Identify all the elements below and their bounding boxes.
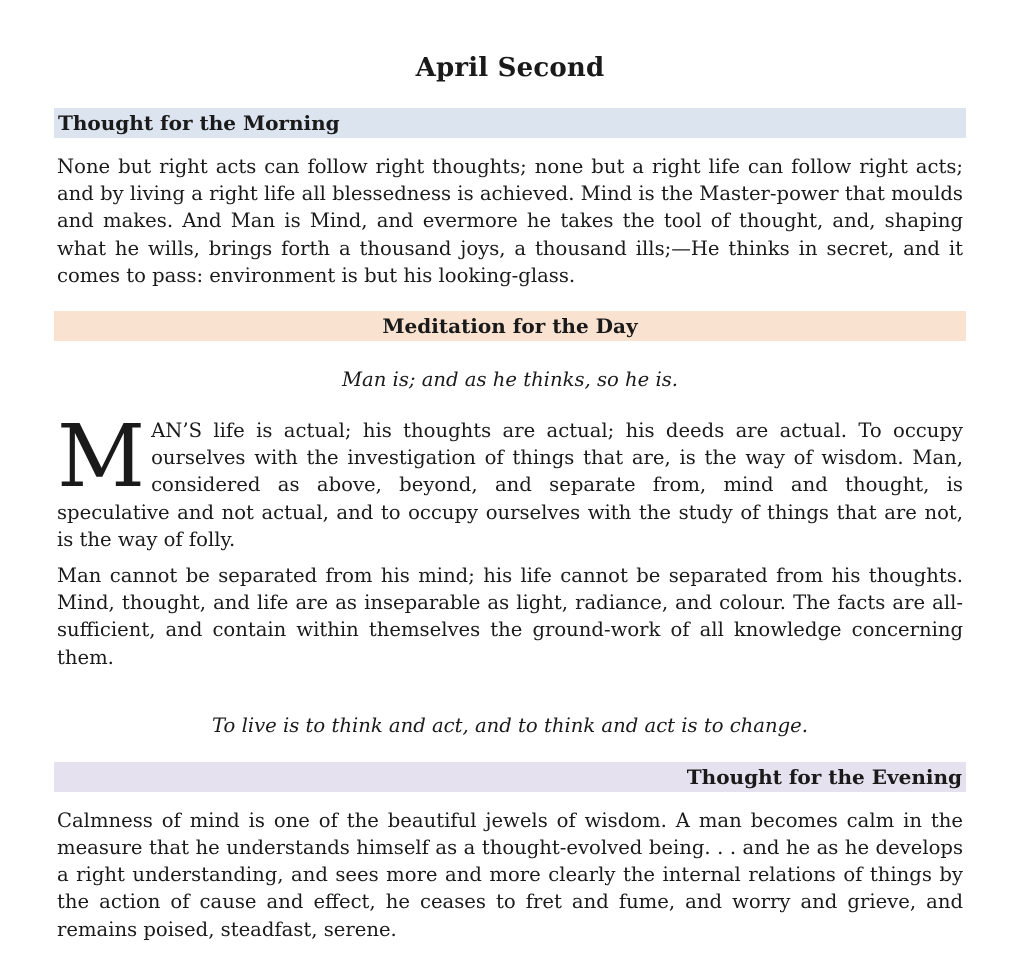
day-epigraph: Man is; and as he thinks, so he is. (341, 368, 679, 392)
day-paragraph-2: Man cannot be separated from his mind; his life cannot be separated from his thoughts. Mind, thought, and life are as inseparable as light, radiance, and colour. The facts are all-sufficient, and contain within themselves the ground-work of all knowledge concerning them. (57, 564, 963, 669)
page-title: April Second (415, 53, 605, 83)
drop-cap: M (57, 407, 146, 508)
evening-heading: Thought for the Evening (54, 762, 966, 792)
day-heading: Meditation for the Day (54, 311, 966, 341)
morning-text: None but right acts can follow right thoughts; none but a right life can follow right acts; and by living a right life all blessedness is achieved. Mind is the Master-power that moulds and makes. And Man is Mind, and evermore he takes the tool of thought, and, shaping what he wills, brings forth a thousand joys, a thousand ills;—He thinks in secret, and it comes to pass: environment is but his looking-glass. (57, 155, 963, 287)
day-paragraph-1 (54, 407, 966, 553)
page (54, 0, 966, 943)
day-paragraph-1-text: AN’S life is actual; his thoughts are actual; his deeds are actual. To occupy ourselves with the investigation of things that are, is the way of wisdom. Man, considered as above, beyond, and separate from, mind and thought, is speculative and not actual, and to occupy ourselves with the study of things that are not, is the way of folly. (57, 419, 963, 551)
evening-text: Calmness of mind is one of the beautiful jewels of wisdom. A man becomes calm in the measure that he understands himself as a thought-evolved being. . . and he as he develops a right understanding, and sees more and more clearly the internal relations of things by the action of cause and effect, he ceases to fret and fume, and worry and grieve, and remains poised, steadfast, serene. (57, 808, 963, 941)
day-closing-quote: To live is to think and act, and to think and act is to change. (212, 713, 808, 737)
morning-heading: Thought for the Morning (54, 108, 966, 138)
